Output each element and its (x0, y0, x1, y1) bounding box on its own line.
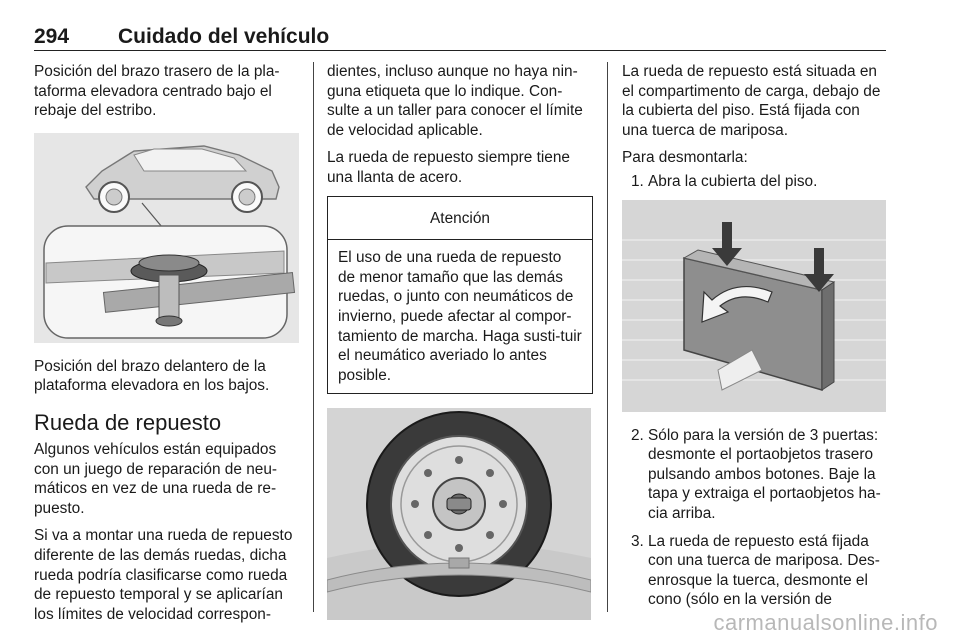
lift-point-illustration (34, 133, 299, 343)
step-text: Sólo para la versión de 3 puertas: desmonte el portaobjetos trasero pulsando ambos botones. Baje la tapa y extraiga el portaobjetos ha-cia arriba. (648, 426, 881, 522)
steps-list (622, 172, 887, 192)
location-text: La rueda de repuesto está situada en el compartimento de carga, debajo de la cubierta del piso. Está fijada con una tuerca de mariposa. (622, 63, 881, 139)
step-text: Abra la cubierta del piso. (648, 172, 818, 190)
spare-wheel-svg (327, 408, 591, 620)
warning-body: El uso de una rueda de repuesto de menor tamaño que las demás ruedas, o junto con neumáticos de invierno, puede afectar al compor-tamiento de marcha. Haga susti-tuir el neumático averiado lo antes posible. (338, 249, 582, 384)
warning-box (327, 196, 593, 395)
step-number: 1. (631, 172, 644, 190)
steps-list-continued (622, 426, 887, 610)
speed-limit-text: dientes, incluso aunque no haya nin-guna etiqueta que lo indique. Con-sulte a un taller para conocer el límite de velocidad aplicable. (327, 63, 583, 139)
rear-lift-text: Posición del brazo trasero de la pla-taforma elevadora centrado bajo el rebaje del estribo. (34, 63, 280, 120)
floor-cover-illustration (622, 200, 886, 412)
step-number: 2. (631, 426, 644, 444)
floor-cover-svg (622, 200, 886, 412)
column-2 (327, 62, 593, 620)
step-item (622, 426, 887, 524)
repair-kit-text: Algunos vehículos están equipados con un juego de reparación de neu-máticos en vez de una rueda de re-puesto. (34, 440, 278, 517)
car-lift-point-svg (34, 133, 299, 343)
column-divider-2 (607, 62, 608, 612)
spare-wheel-illustration (327, 408, 591, 620)
front-lift-text: Posición del brazo delantero de la plataforma elevadora en los bajos. (34, 357, 270, 395)
steel-rim-text: La rueda de repuesto siempre tiene una llanta de acero. (327, 149, 570, 186)
step-item (622, 532, 887, 610)
page-number: 294 (34, 25, 70, 48)
removal-intro: Para desmontarla: (622, 149, 748, 167)
warning-title: Atención (328, 197, 592, 241)
temporary-spare-text: Si va a montar una rueda de repuesto diferente de las demás ruedas, dicha rueda podría clasificarse como rueda de repuesto temporal y se aplicarían los límites de velocidad correspon- (34, 527, 293, 623)
page-header (34, 24, 886, 51)
page-title: Cuidado del vehículo (118, 25, 330, 48)
column-3 (622, 62, 887, 618)
column-1 (34, 62, 299, 632)
step-number: 3. (631, 532, 644, 550)
step-text: La rueda de repuesto está fijada con una tuerca de mariposa. Des-enrosque la tuerca, desmonte el cono (sólo en la versión de (648, 532, 880, 609)
step-item (622, 172, 887, 192)
watermark: carmanualsonline.info (713, 610, 938, 635)
section-heading: Rueda de repuesto (34, 409, 222, 435)
column-divider-1 (313, 62, 314, 612)
